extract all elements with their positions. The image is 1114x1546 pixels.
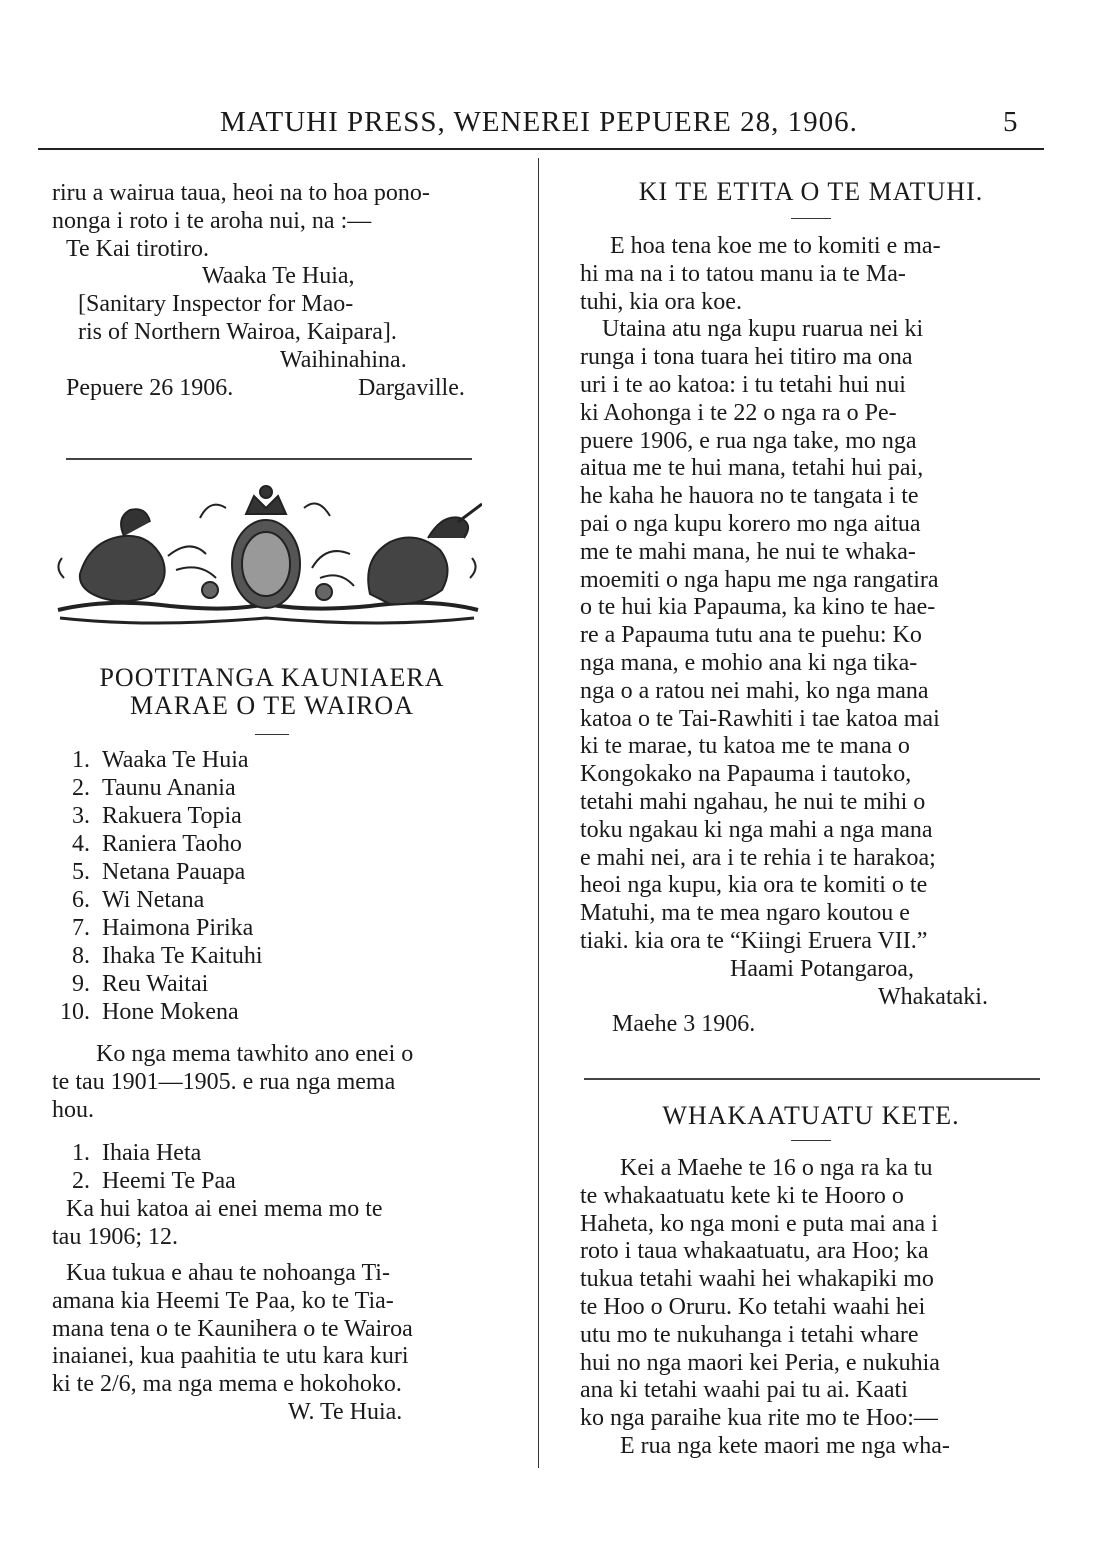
text-line: ki te marae, tu katoa me te mana o bbox=[580, 733, 910, 760]
text-line: runga i tona tuara hei titiro ma ona bbox=[580, 344, 913, 371]
council-section bbox=[52, 664, 492, 1427]
text-line: Ko nga mema tawhito ano enei o bbox=[96, 1041, 414, 1067]
member-list bbox=[52, 747, 492, 1027]
text-line: te tau 1901—1905. e rua nga mema bbox=[52, 1068, 396, 1095]
text-line: ana ki tetahi waahi pai tu ai. Kaati bbox=[580, 1377, 908, 1404]
text-line: tuhi, kia ora koe. bbox=[580, 288, 742, 315]
text-line: utu mo te nukuhanga i tetahi whare bbox=[580, 1321, 919, 1348]
text-line: Kongokako na Papauma i tautoko, bbox=[580, 761, 912, 788]
text-line: E rua nga kete maori me nga wha- bbox=[620, 1432, 950, 1459]
list-item: 9. Reu Waitai bbox=[72, 971, 209, 997]
royal-coat-of-arms-icon bbox=[50, 478, 482, 638]
text-line: re a Papauma tutu ana te puehu: Ko bbox=[580, 622, 922, 649]
text-line: Kua tukua e ahau te nohoanga Ti- bbox=[66, 1259, 390, 1286]
editor-letter bbox=[580, 178, 1042, 1039]
text-line: nga mana, e mohio ana ki nga tika- bbox=[580, 649, 918, 676]
list-item: 2. Heemi Te Paa bbox=[72, 1168, 236, 1195]
heading-rule bbox=[255, 734, 289, 735]
text-line: tetahi mahi ngahau, he nui te mihi o bbox=[580, 788, 926, 815]
text-line: aitua me te hui mana, tetahi hui pai, bbox=[580, 455, 924, 482]
text-line: ki Aohonga i te 22 o nga ra o Pe- bbox=[580, 399, 897, 426]
text-line: tau 1906; 12. bbox=[52, 1224, 178, 1251]
list-item: 1. Ihaia Heta bbox=[72, 1140, 202, 1167]
section-rule bbox=[66, 458, 472, 460]
list-item: 5. Netana Pauapa bbox=[72, 859, 246, 885]
editor-letter-heading: KI TE ETITA O TE MATUHI. bbox=[638, 177, 984, 206]
text-line: nonga i roto i te aroha nui, na :— bbox=[52, 207, 372, 234]
exhibition-article bbox=[580, 1102, 1042, 1461]
text-line: Kei a Maehe te 16 o nga ra ka tu bbox=[620, 1155, 933, 1181]
letter-date: Maehe 3 1906. bbox=[612, 1011, 756, 1038]
signature-title: [Sanitary Inspector for Mao- bbox=[78, 291, 354, 318]
text-line: o te hui kia Papauma, ka kino te hae- bbox=[580, 594, 936, 621]
signature-title: ris of Northern Wairoa, Kaipara]. bbox=[78, 318, 397, 345]
list-item: 6. Wi Netana bbox=[72, 887, 205, 913]
text-line: tukua tetahi waahi hei whakapiki mo bbox=[580, 1266, 934, 1293]
column-divider bbox=[538, 158, 539, 1468]
signature-name: Haami Potangaroa, bbox=[730, 955, 914, 982]
text-line: he kaha he hauora no te tangata i te bbox=[580, 483, 919, 510]
text-line: te whakaatuatu kete ki te Hooro o bbox=[580, 1182, 904, 1209]
text-line: Ka hui katoa ai enei mema mo te bbox=[66, 1196, 383, 1223]
left-letter-end bbox=[52, 180, 492, 402]
text-line: nga o a ratou nei mahi, ko nga mana bbox=[580, 677, 929, 704]
text-line: tiaki. kia ora te “Kiingi Eruera VII.” bbox=[580, 927, 928, 954]
text-line: me te mahi mana, he nui te whaka- bbox=[580, 538, 916, 565]
list-item: 7. Haimona Pirika bbox=[72, 915, 254, 941]
signature-name: W. Te Huia. bbox=[288, 1398, 403, 1425]
text-line: katoa o te Tai-Rawhiti i tae katoa mai bbox=[580, 705, 940, 732]
list-item: 4. Raniera Taoho bbox=[72, 831, 242, 857]
letter-place: Dargaville. bbox=[358, 374, 465, 401]
exhibition-heading: WHAKAATUATU KETE. bbox=[662, 1101, 960, 1130]
council-heading: POOTITANGA KAUNIAERA bbox=[99, 663, 445, 692]
text-line: inaianei, kua paahitia te utu kara kuri bbox=[52, 1343, 409, 1370]
heading-rule bbox=[791, 1140, 831, 1141]
text-line: hi ma na i to tatou manu ia te Ma- bbox=[580, 260, 906, 287]
text-line: riru a wairua taua, heoi na to hoa pono- bbox=[52, 180, 430, 206]
text-line: te Hoo o Oruru. Ko tetahi waahi hei bbox=[580, 1293, 926, 1320]
text-line: roto i taua whakaatuatu, ara Hoo; ka bbox=[580, 1238, 929, 1265]
council-heading: MARAE O TE WAIROA bbox=[130, 691, 414, 720]
text-line: ko nga paraihe kua rite mo te Hoo:— bbox=[580, 1405, 938, 1432]
text-line: E hoa tena koe me to komiti e ma- bbox=[610, 233, 941, 259]
signature-place: Whakataki. bbox=[878, 983, 988, 1010]
text-line: Matuhi, ma te mea ngaro koutou e bbox=[580, 900, 910, 927]
text-line: ki te 2/6, ma nga mema e hokohoko. bbox=[52, 1371, 402, 1398]
masthead-title: MATUHI PRESS, WENEREI PEPUERE 28, 1906. bbox=[220, 106, 858, 138]
text-line: uri i te ao katoa: i tu tetahi hui nui bbox=[580, 371, 906, 398]
signature-name: Waaka Te Huia, bbox=[202, 263, 355, 290]
heading-rule bbox=[791, 218, 831, 219]
list-item: 2. Taunu Anania bbox=[72, 775, 236, 801]
text-line: toku ngakau ki nga mahi a nga mana bbox=[580, 816, 933, 843]
letter-date-line bbox=[52, 375, 492, 403]
text-line: Haheta, ko nga moni e puta mai ana i bbox=[580, 1210, 938, 1237]
page-header bbox=[0, 104, 1114, 144]
page-number: 5 bbox=[1003, 106, 1018, 138]
text-line: hui no nga maori kei Peria, e nukuhia bbox=[580, 1349, 940, 1376]
text-line: pai o nga kupu korero mo nga aitua bbox=[580, 510, 921, 537]
text-line: mana tena o te Kaunihera o te Wairoa bbox=[52, 1315, 413, 1342]
list-item: 1. Waaka Te Huia bbox=[72, 747, 249, 773]
list-item: 8. Ihaka Te Kaituhi bbox=[72, 943, 263, 969]
text-line: hou. bbox=[52, 1096, 94, 1123]
text-line: e mahi nei, ara i te rehia i te harakoa; bbox=[580, 844, 936, 871]
text-line: puere 1906, e rua nga take, mo nga bbox=[580, 427, 917, 454]
section-rule bbox=[584, 1078, 1040, 1080]
signature-place: Waihinahina. bbox=[280, 346, 407, 373]
letter-date: Pepuere 26 1906. bbox=[66, 374, 234, 401]
text-line: moemiti o nga hapu me nga rangatira bbox=[580, 566, 939, 593]
text-line: Te Kai tirotiro. bbox=[66, 235, 209, 262]
text-line: amana kia Heemi Te Paa, ko te Tia- bbox=[52, 1287, 394, 1314]
list-item: 10. Hone Mokena bbox=[60, 999, 239, 1025]
header-rule bbox=[38, 148, 1044, 150]
list-item: 3. Rakuera Topia bbox=[72, 803, 242, 829]
text-line: Utaina atu nga kupu ruarua nei ki bbox=[602, 316, 924, 343]
text-line: heoi nga kupu, kia ora te komiti o te bbox=[580, 872, 928, 899]
